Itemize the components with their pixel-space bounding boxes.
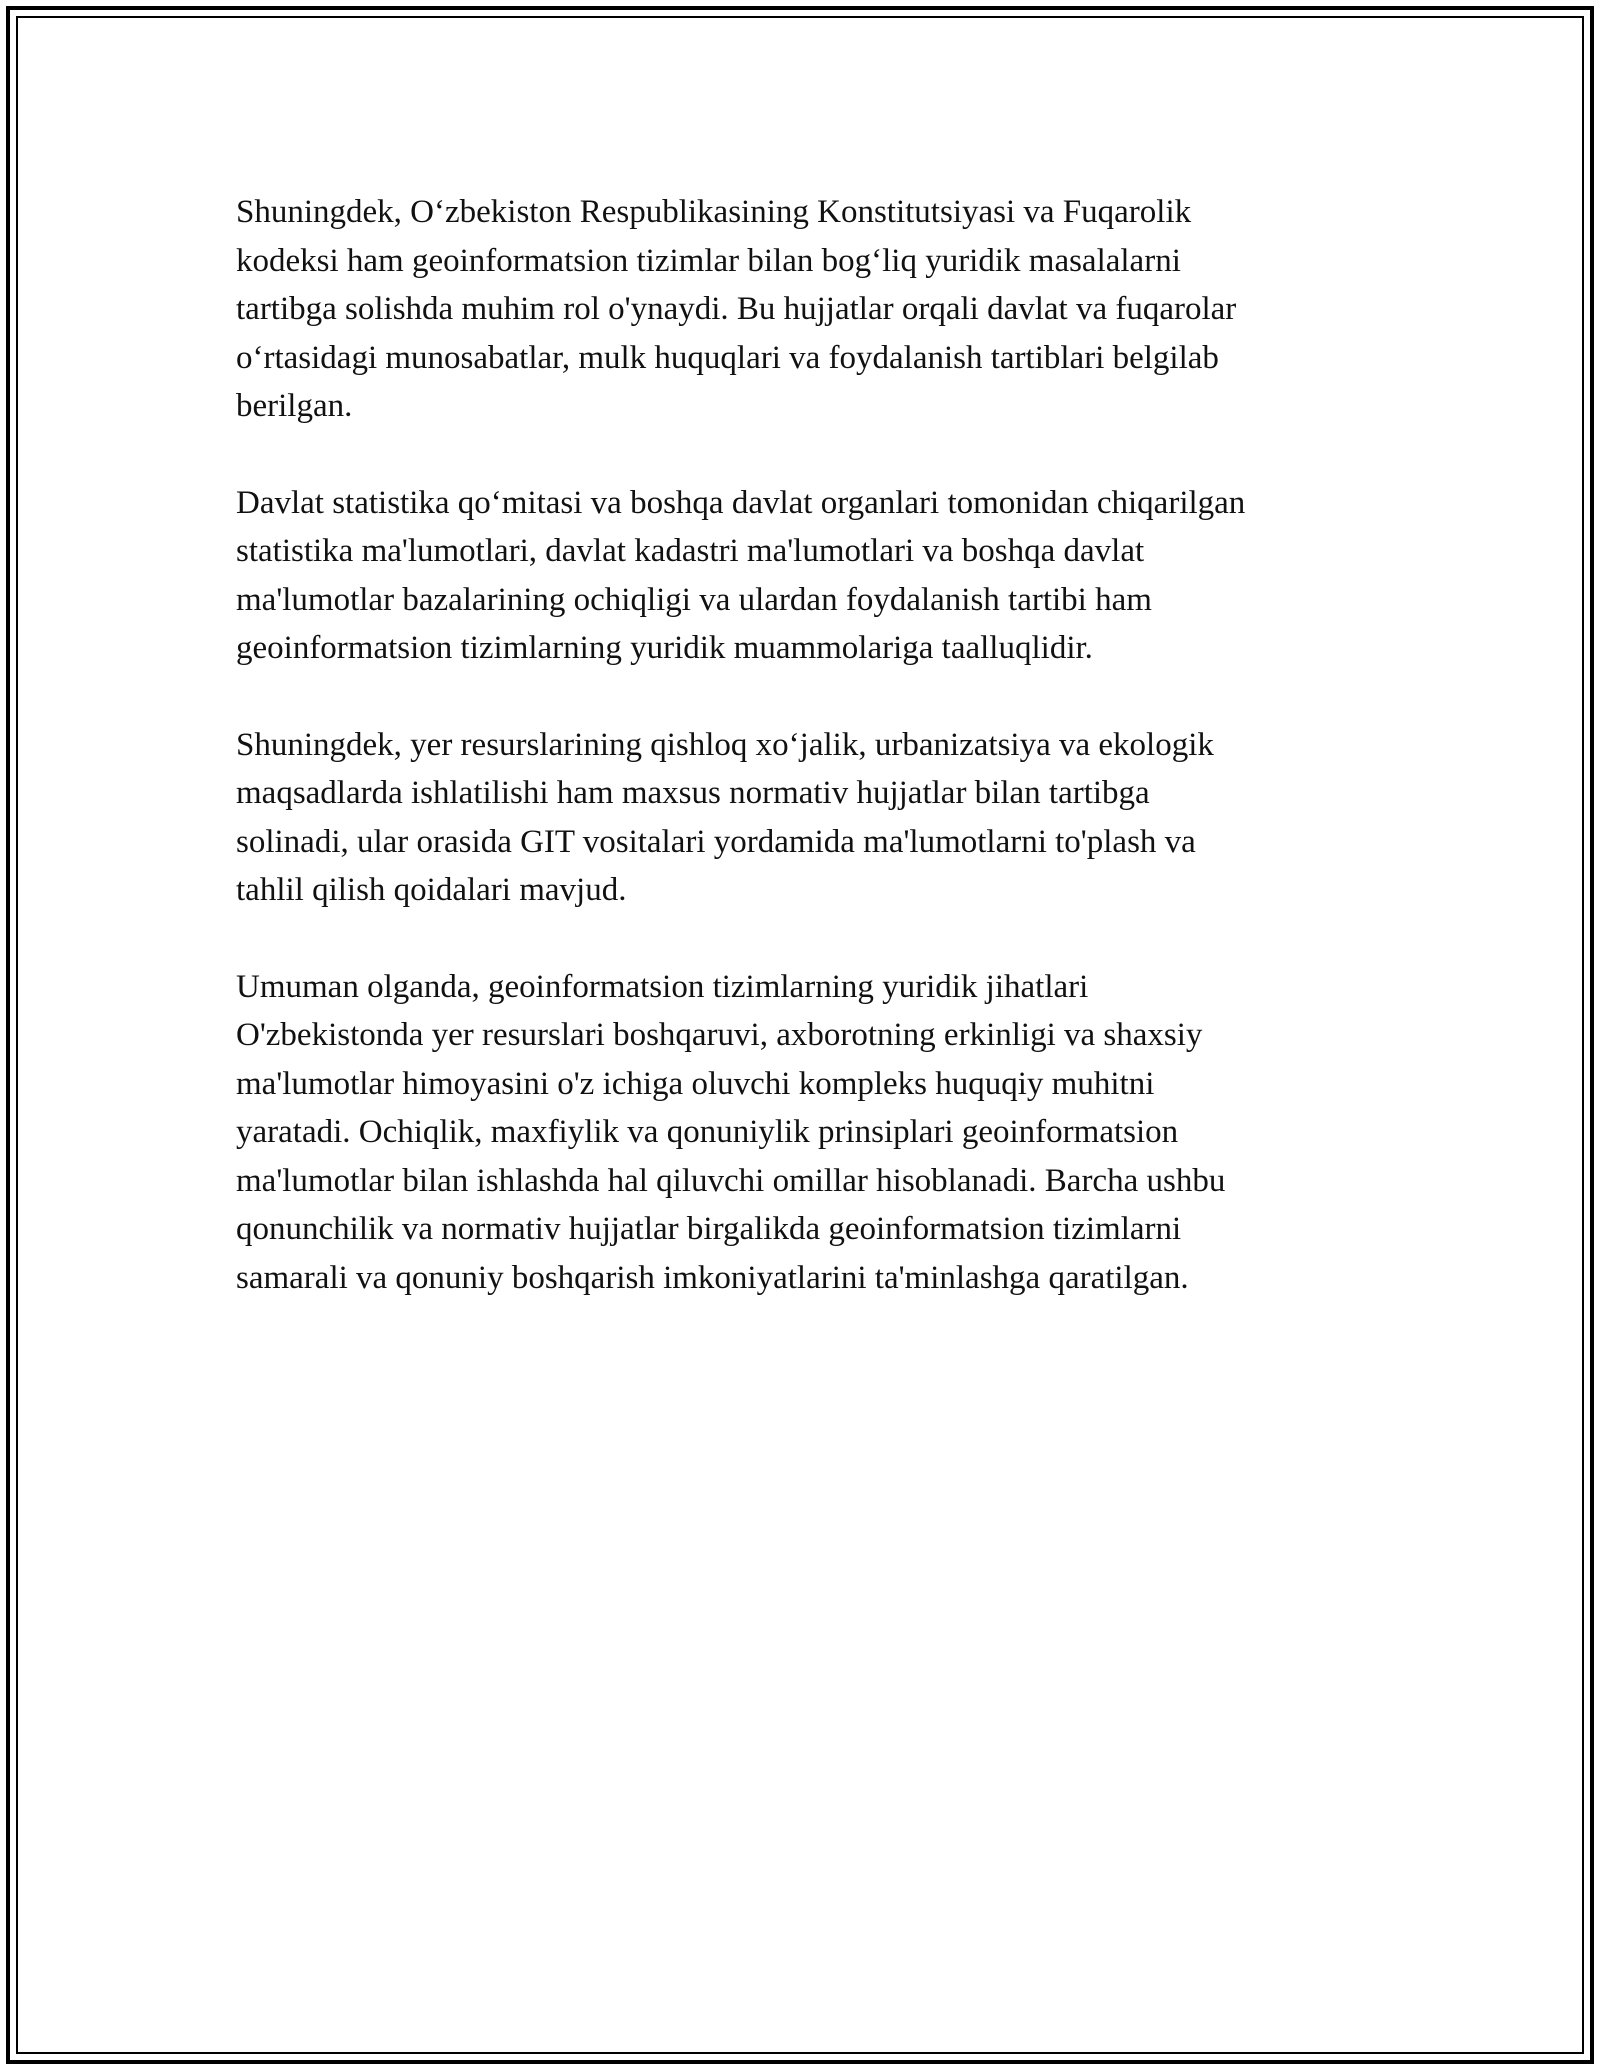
paragraph-3: Shuningdek, yer resurslarining qishloq xo‘jalik, urbanizatsiya va ekologik maqsadlarda ishlatilishi ham maxsus normativ hujjatlar bilan tartibga solinadi, ular orasida GIT vositalari yordamida ma'lumotlarni to'plash va tahlil qilish qoidalari mavjud. — [236, 726, 1214, 908]
document-body — [236, 188, 1386, 1350]
paragraph-2: Davlat statistika qo‘mitasi va boshqa davlat organlari tomonidan chiqarilgan statistika ma'lumotlari, davlat kadastri ma'lumotlari va boshqa davlat ma'lumotlar bazalarining ochiqligi va ulardan foydalanish tartibi ham geoinformatsion tizimlarning yuridik muammolariga taalluqlidir. — [236, 484, 1246, 666]
paragraph-1: Shuningdek, O‘zbekiston Respublikasining Konstitutsiyasi va Fuqarolik kodeksi ham geoinformatsion tizimlar bilan bog‘liq yuridik masalalarni tartibga solishda muhim rol o'ynaydi. Bu hujjatlar orqali davlat va fuqarolar o‘rtasidagi munosabatlar, mulk huquqlari va foydalanish tartiblari belgilab berilgan. — [236, 194, 1237, 424]
paragraph-4: Umuman olganda, geoinformatsion tizimlarning yuridik jihatlari O'zbekistonda yer resurslari boshqaruvi, axborotning erkinligi va shaxsiy ma'lumotlar himoyasini o'z ichiga oluvchi kompleks huquqiy muhitni yaratadi. Ochiqlik, maxfiylik va qonuniylik prinsiplari geoinformatsion ma'lumotlar bilan ishlashda hal qiluvchi omillar hisoblanadi. Barcha ushbu qonunchilik va normativ hujjatlar birgalikda geoinformatsion tizimlarni samarali va qonuniy boshqarish imkoniyatlarini ta'minlashga qaratilgan. — [236, 968, 1226, 1296]
